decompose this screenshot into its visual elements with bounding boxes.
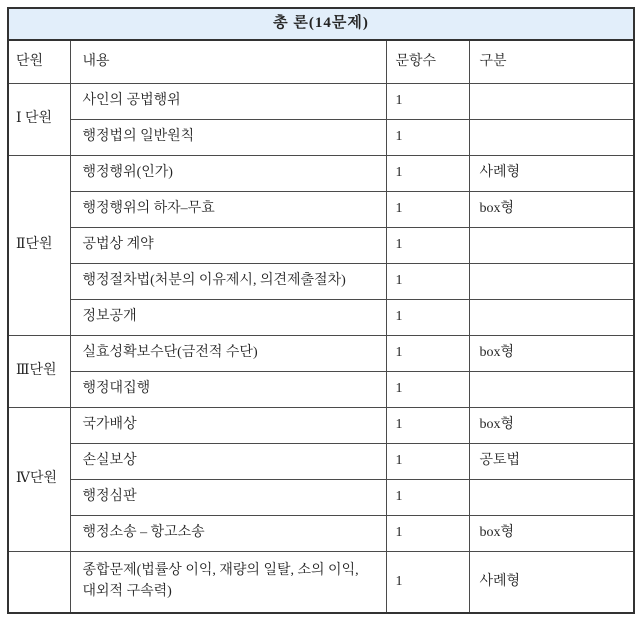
count-cell: 1 bbox=[386, 191, 469, 227]
content-cell: 공법상 계약 bbox=[70, 227, 386, 263]
table-row bbox=[8, 227, 634, 263]
count-cell: 1 bbox=[386, 335, 469, 371]
table-header-row bbox=[8, 40, 634, 83]
content-cell: 실효성확보수단(금전적 수단) bbox=[70, 335, 386, 371]
type-cell: 사례형 bbox=[469, 551, 634, 613]
unit-cell-4: Ⅳ단원 bbox=[8, 407, 70, 551]
content-cell: 손실보상 bbox=[70, 443, 386, 479]
unit-cell-2: Ⅱ단원 bbox=[8, 155, 70, 335]
table-row bbox=[8, 551, 634, 613]
column-header-unit: 단원 bbox=[8, 40, 70, 83]
type-cell: box형 bbox=[469, 407, 634, 443]
type-cell: box형 bbox=[469, 515, 634, 551]
table-row bbox=[8, 83, 634, 119]
type-cell bbox=[469, 299, 634, 335]
type-cell: box형 bbox=[469, 335, 634, 371]
column-header-content: 내용 bbox=[70, 40, 386, 83]
count-cell: 1 bbox=[386, 479, 469, 515]
table-row bbox=[8, 155, 634, 191]
table-row bbox=[8, 119, 634, 155]
count-cell: 1 bbox=[386, 83, 469, 119]
table-row bbox=[8, 263, 634, 299]
count-cell: 1 bbox=[386, 155, 469, 191]
unit-cell-empty bbox=[8, 551, 70, 613]
column-header-type: 구분 bbox=[469, 40, 634, 83]
type-cell: 사례형 bbox=[469, 155, 634, 191]
type-cell: box형 bbox=[469, 191, 634, 227]
table-title-row bbox=[8, 8, 634, 40]
type-cell bbox=[469, 83, 634, 119]
syllabus-table bbox=[7, 7, 635, 614]
count-cell: 1 bbox=[386, 443, 469, 479]
content-cell: 행정법의 일반원칙 bbox=[70, 119, 386, 155]
count-cell: 1 bbox=[386, 263, 469, 299]
unit-cell-1: Ⅰ 단원 bbox=[8, 83, 70, 155]
column-header-count: 문항수 bbox=[386, 40, 469, 83]
table-row bbox=[8, 191, 634, 227]
type-cell bbox=[469, 263, 634, 299]
count-cell: 1 bbox=[386, 299, 469, 335]
type-cell bbox=[469, 371, 634, 407]
count-cell: 1 bbox=[386, 371, 469, 407]
content-cell: 행정행위(인가) bbox=[70, 155, 386, 191]
type-cell bbox=[469, 119, 634, 155]
count-cell: 1 bbox=[386, 119, 469, 155]
table-row bbox=[8, 299, 634, 335]
count-cell: 1 bbox=[386, 407, 469, 443]
table-row bbox=[8, 443, 634, 479]
count-cell: 1 bbox=[386, 515, 469, 551]
content-cell: 행정절차법(처분의 이유제시, 의견제출절차) bbox=[70, 263, 386, 299]
table-row bbox=[8, 479, 634, 515]
content-cell: 행정행위의 하자–무효 bbox=[70, 191, 386, 227]
count-cell: 1 bbox=[386, 551, 469, 613]
table-row bbox=[8, 515, 634, 551]
content-cell: 행정소송 – 항고소송 bbox=[70, 515, 386, 551]
type-cell bbox=[469, 479, 634, 515]
content-cell: 행정심판 bbox=[70, 479, 386, 515]
table-row bbox=[8, 335, 634, 371]
content-cell: 종합문제(법률상 이익, 재량의 일탈, 소의 이익, 대외적 구속력) bbox=[70, 551, 386, 613]
content-cell: 정보공개 bbox=[70, 299, 386, 335]
type-cell: 공토법 bbox=[469, 443, 634, 479]
content-cell: 국가배상 bbox=[70, 407, 386, 443]
content-cell: 행정대집행 bbox=[70, 371, 386, 407]
count-cell: 1 bbox=[386, 227, 469, 263]
table-row bbox=[8, 407, 634, 443]
unit-cell-3: Ⅲ단원 bbox=[8, 335, 70, 407]
content-cell: 사인의 공법행위 bbox=[70, 83, 386, 119]
table-row bbox=[8, 371, 634, 407]
type-cell bbox=[469, 227, 634, 263]
table-title: 총 론(14문제) bbox=[8, 8, 634, 40]
